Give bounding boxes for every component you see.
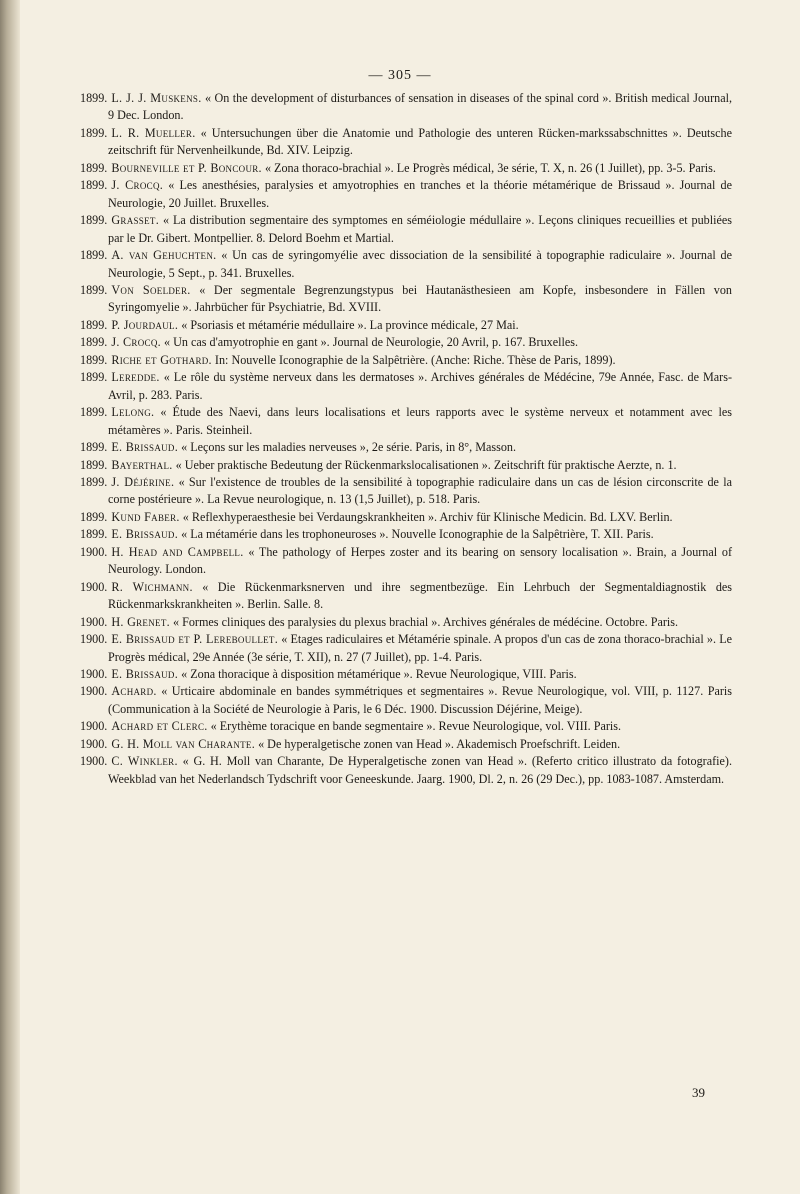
entry-text: « Die Rückenmarksnerven und ihre segmentbezüge. Ein Lehrbuch der Segmentaldiagnostik des Rückenmarkskrankheiten ». Berlin. Salle. 8. [108,579,733,612]
entry-year: 1899. [80,160,108,175]
entry-text: « La distribution segmentaire des symptomes en séméiologie médullaire ». Leçons cliniques recueillies et publiées par le Dr. Gibert. Montpellier. 8. Delord Boehm et Martial. [108,213,732,245]
entry-author: E. Brissaud. [111,440,179,455]
entry-text: « Sur l'existence de troubles de la sensibilité à topographie radiculaire dans un cas de lésion circonscrite de la corne postérieure ». La Revue neurologique, n. 13 (1,5 Juillet), p. 518. Paris. [108,474,732,507]
entry-author: H. Grenet. [111,614,170,629]
bibliography-entry [80,404,732,439]
entry-year: 1899. [80,213,108,228]
entry-year: 1899. [80,178,108,193]
entry-text: « Zona thoraco-brachial ». Le Progrès médical, 3e série, T. X, n. 26 (1 Juillet), pp. 3-5. Paris. [261,160,716,175]
entry-text: « Der segmentale Begrenzungstypus bei Hautanästhesieen am Kopfe, insbesondere in Fällen von Syringomyelie ». Jahrbücher für Psychiatrie, Bd. XVIII. [108,282,732,315]
entry-author: Kund Faber. [111,509,180,524]
entry-author: R. Wichmann. [111,579,193,594]
entry-year: 1899. [80,370,108,385]
entry-author: Grasset. [111,213,160,228]
entry-text: « Formes cliniques des paralysies du plexus brachial ». Archives générales de médécine. Octobre. Paris. [169,614,679,629]
entry-year: 1899. [80,352,108,367]
entry-text: « Ueber praktische Bedeutung der Rückenmarkslocalisationen ». Zeitschrift für praktische Aerzte, n. 1. [172,457,677,472]
entry-author: C. Winkler. [111,754,178,769]
bibliography-entry [80,212,732,247]
entry-year: 1899. [80,474,108,489]
entry-year: 1900. [80,632,108,647]
entry-author: Riche et Gothard. [111,352,212,367]
page-edge-shadow [0,0,20,1194]
entry-text: « On the development of disturbances of sensation in diseases of the spinal cord ». British medical Journal, 9 Dec. London. [108,91,733,123]
entry-author: E. Brissaud. [111,666,179,681]
bibliography-entry [80,666,732,683]
bibliography-entry [80,457,732,474]
entry-author: Bayerthal. [111,457,173,472]
entry-year: 1899. [80,248,108,263]
entry-author: Leredde. [111,370,160,385]
entry-text: « Reflexhyperaesthesie bei Verdaungskrankheiten ». Archiv für Klinische Medicin. Bd. LXV. Berlin. [179,509,673,524]
entry-author: Bourneville et P. Boncour. [111,160,262,175]
bibliography-entry [80,177,732,212]
entry-author: J. Déjérine. [111,474,175,489]
entry-text: « Psoriasis et métamérie médullaire ». La province médicale, 27 Mai. [178,317,519,332]
bibliography-entry [80,317,732,334]
bibliography-entry [80,683,732,718]
page-header: — 305 — [368,68,432,83]
entry-text: « Untersuchungen über die Anatomie und Pathologie des unteren Rücken-markssabschnittes ». Deutsche zeitschrift für Nervenheilkunde, Bd. XIV. Leipzig. [108,125,732,158]
entry-year: 1899. [80,457,108,472]
entry-text: « G. H. Moll van Charante, De Hyperalgetische zonen van Head ». (Referto critico illustrato da fotografie). Weekblad van het Nederlandsch Tydschrift voor Geneeskunde. Jaarg. 1900, Dl. 2, n. 26 (29 Dec.), pp. 1083-1087. Amsterdam. [108,754,732,786]
entry-author: E. Brissaud. [111,527,179,542]
bibliography-entry [80,753,732,788]
bibliography-entry [80,125,732,160]
bibliography-entry [80,614,732,631]
bibliography-entry [80,352,732,369]
bibliography-entry [80,334,732,351]
bibliography-entry [80,247,732,282]
bibliography-entry [80,509,732,526]
entry-author: Lelong. [111,405,155,420]
entry-year: 1899. [80,405,108,420]
entry-text: « De hyperalgetische zonen van Head ». Akademisch Proefschrift. Leiden. [255,736,621,751]
bibliography-entry [80,579,732,614]
entry-year: 1899. [80,282,108,297]
bibliography-entry [80,439,732,456]
entry-text: « Les anesthésies, paralysies et amyotrophies en tranches et la théorie métamérique de Brissaud ». Journal de Neurologie, 20 Juillet. Bruxelles. [108,178,732,210]
entry-year: 1899. [80,91,108,105]
entry-year: 1900. [80,719,108,734]
entry-text: « Leçons sur les maladies nerveuses », 2e série. Paris, in 8°, Masson. [178,440,517,455]
entry-author: Achard et Clerc. [111,719,208,734]
entry-author: L. J. J. Muskens. [111,91,202,105]
entry-year: 1900. [80,684,108,699]
entry-author: Von Soelder. [111,282,191,297]
entry-author: L. R. Mueller. [111,125,196,140]
entry-year: 1899. [80,125,108,140]
bibliography-entry [80,544,732,579]
entry-author: J. Crocq. [111,335,161,350]
entry-year: 1899. [80,335,108,350]
bibliography-list [80,90,732,788]
bibliography-entry [80,369,732,404]
entry-text: « Etages radiculaires et Métamérie spinale. A propos d'un cas de zona thoraco-brachial ». Le Progrès médical, 29e Année (3e série, T. XII), n. 27 (7 Juillet), pp. 1-4. Paris. [108,632,732,664]
bibliography-entry [80,474,732,509]
bibliography-entry [80,526,732,543]
entry-year: 1900. [80,754,108,769]
entry-text: « Le rôle du système nerveux dans les dermatoses ». Archives générales de Médécine, 79e Année, Fasc. de Mars-Avril, p. 283. Paris. [108,370,732,402]
entry-year: 1899. [80,440,108,455]
entry-text: « Zona thoracique à disposition métamérique ». Revue Neurologique, VIII. Paris. [178,666,577,681]
signature-mark: 39 [692,1085,705,1100]
entry-text: « Erythème toracique en bande segmentaire ». Revue Neurologique, vol. VIII. Paris. [207,719,622,734]
entry-author: E. Brissaud et P. Lereboullet. [111,632,279,647]
entry-year: 1900. [80,544,108,559]
entry-year: 1900. [80,666,108,681]
bibliography-entry [80,90,732,125]
entry-text: « La métamérie dans les trophoneuroses ». Nouvelle Iconographie de la Salpêtrière, T. XII. Paris. [178,527,654,542]
entry-year: 1900. [80,614,108,629]
entry-year: 1900. [80,579,108,594]
entry-author: G. H. Moll van Charante. [111,736,256,751]
entry-author: P. Jourdaul. [111,317,179,332]
entry-year: 1899. [80,509,108,524]
entry-year: 1899. [80,527,108,542]
bibliography-entry [80,282,732,317]
bibliography-entry [80,718,732,735]
entry-text: « Un cas d'amyotrophie en gant ». Journal de Neurologie, 20 Avril, p. 167. Bruxelles. [160,335,578,350]
entry-text: « Un cas de syringomyélie avec dissociation de la sensibilité à topographie radiculaire ». Journal de Neurologie, 5 Sept., p. 341. Bruxelles. [108,248,732,280]
entry-year: 1899. [80,317,108,332]
entry-text: « Urticaire abdominale en bandes symmétriques et segmentaires ». Revue Neurologique, vol. VIII, p. 1127. Paris (Communication à la Société de Neurologie à Paris, le 6 Déc. 1900. Discussion Déjérine, Meige). [108,684,732,716]
entry-text: « The pathology of Herpes zoster and its bearing on sensory localisation ». Brain, a Journal of Neurology. London. [108,544,732,577]
entry-text: In: Nouvelle Iconographie de la Salpêtrière. (Anche: Riche. Thèse de Paris, 1899). [211,352,616,367]
entry-author: A. van Gehuchten. [111,248,217,263]
entry-author: J. Crocq. [111,178,164,193]
bibliography-entry [80,736,732,753]
entry-author: H. Head and Campbell. [111,544,244,559]
bibliography-entry [80,160,732,177]
bibliography-entry [80,631,732,666]
entry-year: 1900. [80,736,108,751]
entry-text: « Étude des Naevi, dans leurs localisations et leurs rapports avec le système nerveux et notamment avec les métamères ». Paris. Steinheil. [108,405,732,437]
entry-author: Achard. [111,684,157,699]
